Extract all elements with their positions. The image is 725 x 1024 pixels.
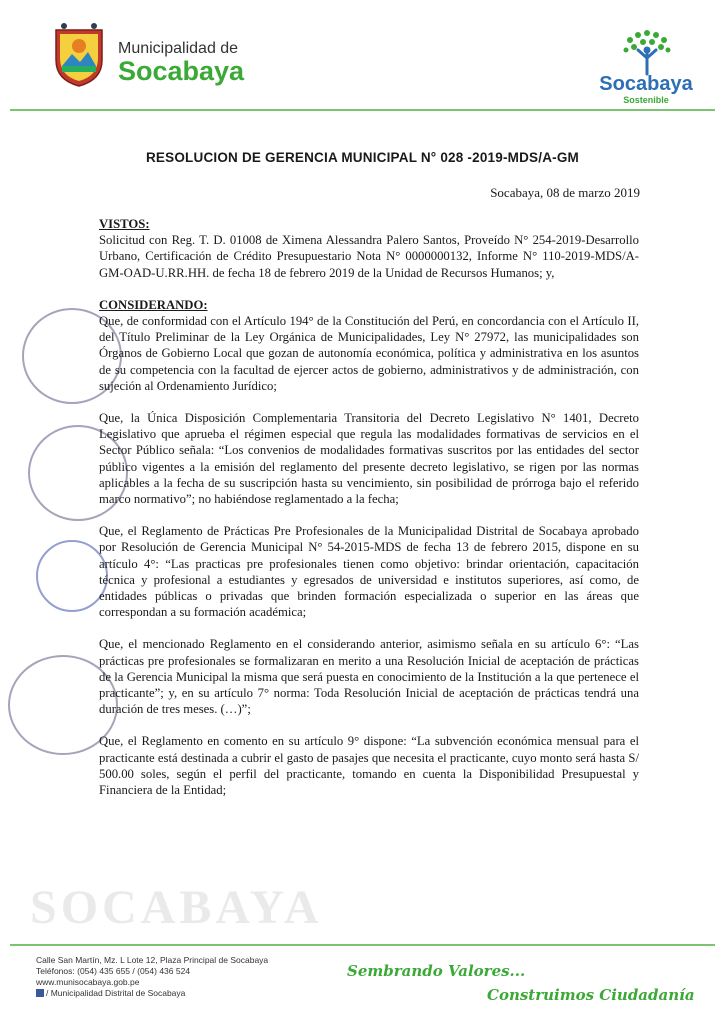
considerando-paragraph: Que, el Reglamento de Prácticas Pre Profesionales de la Municipalidad Distrital de Socabaya aprobado por Resolución de Gerencia Municipal N° 54-2015-MDS de fecha 13 de febrero 2015, dispone en su artículo 4°: “Las practicas pre profesionales tienen como objetivo: brindar orientación, capacitación técnica y profesional a estudiantes y egresados de universidad e institutos superiores, así como, de entidades públicas o privadas que brinden formación especializada o superior en las áreas que correspondan a su formación académica; <box>99 524 639 620</box>
considerando-heading: CONSIDERANDO: <box>99 297 208 312</box>
considerando-paragraph: Que, el mencionado Reglamento en el considerando anterior, asimismo señala en su artículo 6°: “Las prácticas pre profesionales se formalizaran en merito a una Resolución Inicial de aceptación de prácticas de la Gerencia Municipal la misma que será puesta en conocimiento de la Institución a la que pertenece el practicante”; y, en su artículo 7° norma: Toda Resolución Inicial de aceptación de prácticas tendrá una duración de tres meses. (…)”; <box>99 637 639 717</box>
socabaya-watermark: SOCABAYA <box>30 881 323 934</box>
footer-slogan-2: Construimos Ciudadanía <box>487 986 695 1004</box>
footer-phones: Teléfonos: (054) 435 655 / (054) 436 524 <box>36 966 191 976</box>
footer-contact-info <box>36 955 268 999</box>
footer-address: Calle San Martín, Mz. L Lote 12, Plaza Principal de Socabaya <box>36 955 269 965</box>
considerando-paragraph: Que, de conformidad con el Artículo 194° de la Constitución del Perú, en concordancia con el Artículo II, del Título Preliminar de la Ley Orgánica de Municipalidades, Ley N° 27972, las municipalidades son Órganos de Gobierno Local que gozan de autonomía económica, política y administrativa en los asuntos de su competencia con la facultad de ejercer actos de gobierno, administrativos y de administración, con sujeción al Ordenamiento Jurídico; <box>99 314 639 393</box>
resolution-body <box>99 212 639 798</box>
footer-divider <box>10 944 715 946</box>
header-divider <box>10 109 715 111</box>
municipal-seal-logo <box>50 22 108 88</box>
brand-big-text: Socabaya <box>118 56 245 86</box>
logo-right-subtitle: Sostenible <box>623 95 669 105</box>
considerando-paragraph: Que, la Única Disposición Complementaria Transitoria del Decreto Legislativo N° 1401, Decreto Legislativo que aprueba el régimen especial que regula las modalidades formativas de servicios en el Sector Público señala: “Los convenios de modalidades formativas suscritos por las entidades del sector público vigentes a la emisión del reglamento del presente decreto legislativo, se rigen por las normas aplicables a la fecha de su suscripción hasta su vencimiento, sin posibilidad de prórroga bajo el referido marco normativo”; no habiéndose reglamentado a la fecha; <box>99 411 639 507</box>
brand-small-text: Municipalidad de <box>118 40 239 57</box>
facebook-icon <box>36 989 44 997</box>
footer-facebook-text: / Municipalidad Distrital de Socabaya <box>46 988 186 998</box>
considerando-paragraph: Que, el Reglamento en comento en su artículo 9° dispone: “La subvención económica mensual para el practicante está destinada a cubrir el gasto de pasajes que necesita el practicante, cuyo monto será hasta S/ 500.00 soles, según el perfil del practicante, tomando en cuenta la Disponibilidad Presupuestal y Financiera de la Entidad; <box>99 734 639 798</box>
footer-facebook <box>36 988 268 999</box>
tree-icon <box>590 28 702 76</box>
resolution-date: Socabaya, 08 de marzo 2019 <box>490 185 640 200</box>
footer-website: www.munisocabaya.gob.pe <box>36 977 140 987</box>
logo-right-title: Socabaya <box>599 73 693 95</box>
footer-slogan-1: Sembrando Valores... <box>347 962 526 980</box>
header-brand <box>118 40 244 85</box>
vistos-heading: VISTOS: <box>99 217 150 231</box>
vistos-text: Solicitud con Reg. T. D. 01008 de Ximena Alessandra Palero Santos, Proveído N° 254-2019-Desarrollo Urbano, Certificación de Crédito Presupuestario Nota N° 0000000132, Informe N° 110-2019-MDS/A-GM-OAD-U.RR.HH. de fecha 18 de febrero 2019 de la Unidad de Recursos Humanos; y, <box>99 233 639 280</box>
socabaya-sostenible-logo <box>590 28 702 106</box>
resolution-title: RESOLUCION DE GERENCIA MUNICIPAL N° 028 -2019-MDS/A-GM <box>145 150 579 165</box>
seal-stamp-3 <box>36 540 108 612</box>
